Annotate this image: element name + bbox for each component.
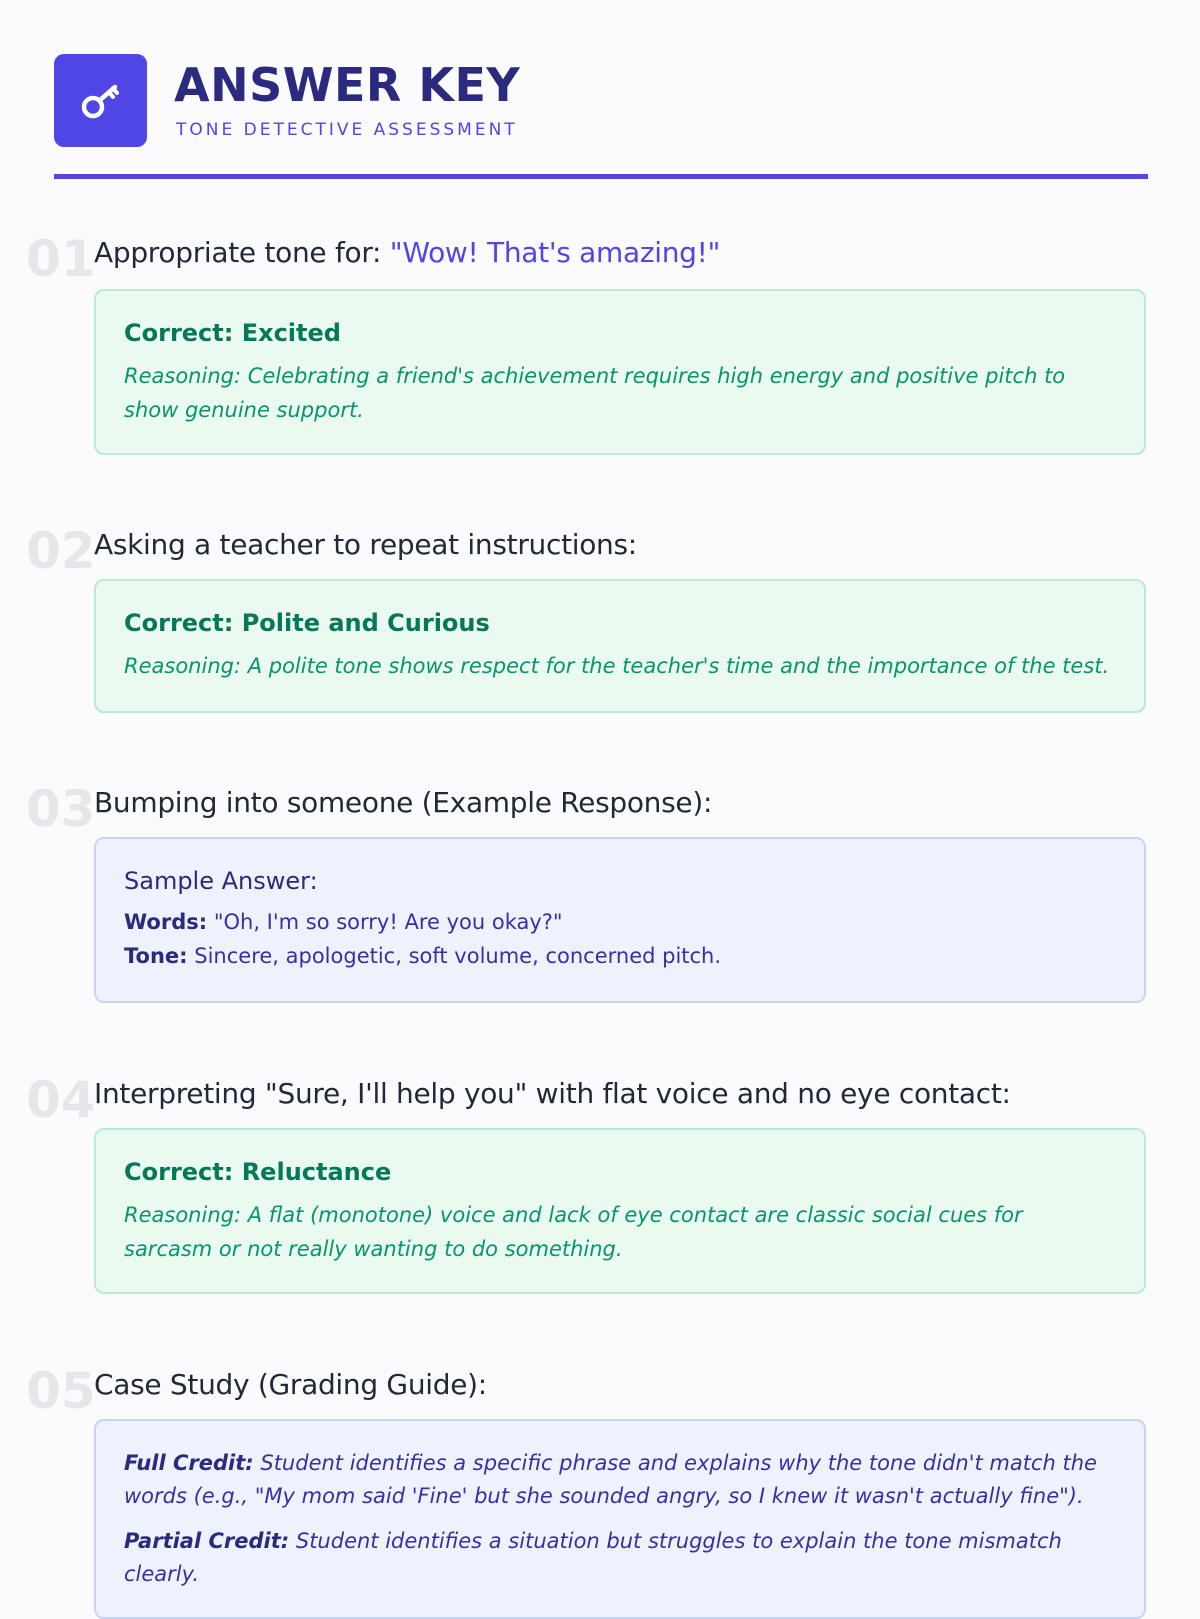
full-credit-line	[124, 1447, 1116, 1513]
logo	[54, 54, 147, 147]
correct-answer: Correct: Polite and Curious	[124, 609, 490, 637]
answer-card-4	[94, 1128, 1146, 1294]
question-number: 02	[26, 522, 96, 580]
question-prompt-text: Appropriate tone for:	[94, 236, 390, 269]
page-title: ANSWER KEY	[174, 58, 521, 112]
question-prompt: Interpreting "Sure, I'll help you" with flat voice and no eye contact:	[94, 1077, 1011, 1110]
question-number: 05	[26, 1362, 96, 1420]
reasoning-text: Reasoning: A flat (monotone) voice and lack of eye contact are classic social cues for sarcasm or not really wanting to do something.	[124, 1203, 1023, 1261]
reasoning-text: Reasoning: Celebrating a friend's achievement requires high energy and positive pitch to show genuine support.	[124, 364, 1066, 422]
full-credit-label: Full Credit:	[124, 1451, 254, 1475]
sample-words-line	[124, 905, 1116, 939]
sample-tone-line	[124, 939, 1116, 973]
question-prompt: Asking a teacher to repeat instructions:	[94, 528, 637, 561]
partial-credit-label: Partial Credit:	[124, 1529, 290, 1553]
question-prompt	[94, 236, 720, 269]
grading-guide-card	[94, 1419, 1146, 1619]
question-quote: "Wow! That's amazing!"	[389, 236, 721, 269]
question-number: 04	[26, 1071, 96, 1129]
words-text: "Oh, I'm so sorry! Are you okay?"	[213, 910, 563, 934]
words-label: Words:	[124, 910, 208, 934]
partial-credit-text: Student identifies a situation but struggles to explain the tone mismatch clearly.	[124, 1529, 1062, 1586]
question-number: 01	[26, 230, 96, 288]
key-icon	[73, 73, 129, 129]
question-prompt: Case Study (Grading Guide):	[94, 1368, 487, 1401]
full-credit-text: Student identifies a specific phrase and explains why the tone didn't match the words (e.g., "My mom said 'Fine' but she sounded angry, so I knew it wasn't actually fine").	[124, 1451, 1097, 1508]
page-subtitle: TONE DETECTIVE ASSESSMENT	[176, 120, 518, 140]
sample-answer-card	[94, 837, 1146, 1003]
correct-answer: Correct: Excited	[124, 319, 341, 347]
question-prompt: Bumping into someone (Example Response):	[94, 786, 713, 819]
reasoning-text: Reasoning: A polite tone shows respect for the teacher's time and the importance of the test.	[124, 654, 1110, 678]
correct-answer: Correct: Reluctance	[124, 1158, 392, 1186]
answer-card-2	[94, 579, 1146, 713]
tone-text: Sincere, apologetic, soft volume, concerned pitch.	[194, 944, 722, 968]
question-number: 03	[26, 780, 96, 838]
header-divider	[54, 174, 1148, 179]
sample-answer-title: Sample Answer:	[124, 867, 318, 895]
answer-card-1	[94, 289, 1146, 455]
partial-credit-line	[124, 1525, 1116, 1591]
tone-label: Tone:	[124, 944, 188, 968]
